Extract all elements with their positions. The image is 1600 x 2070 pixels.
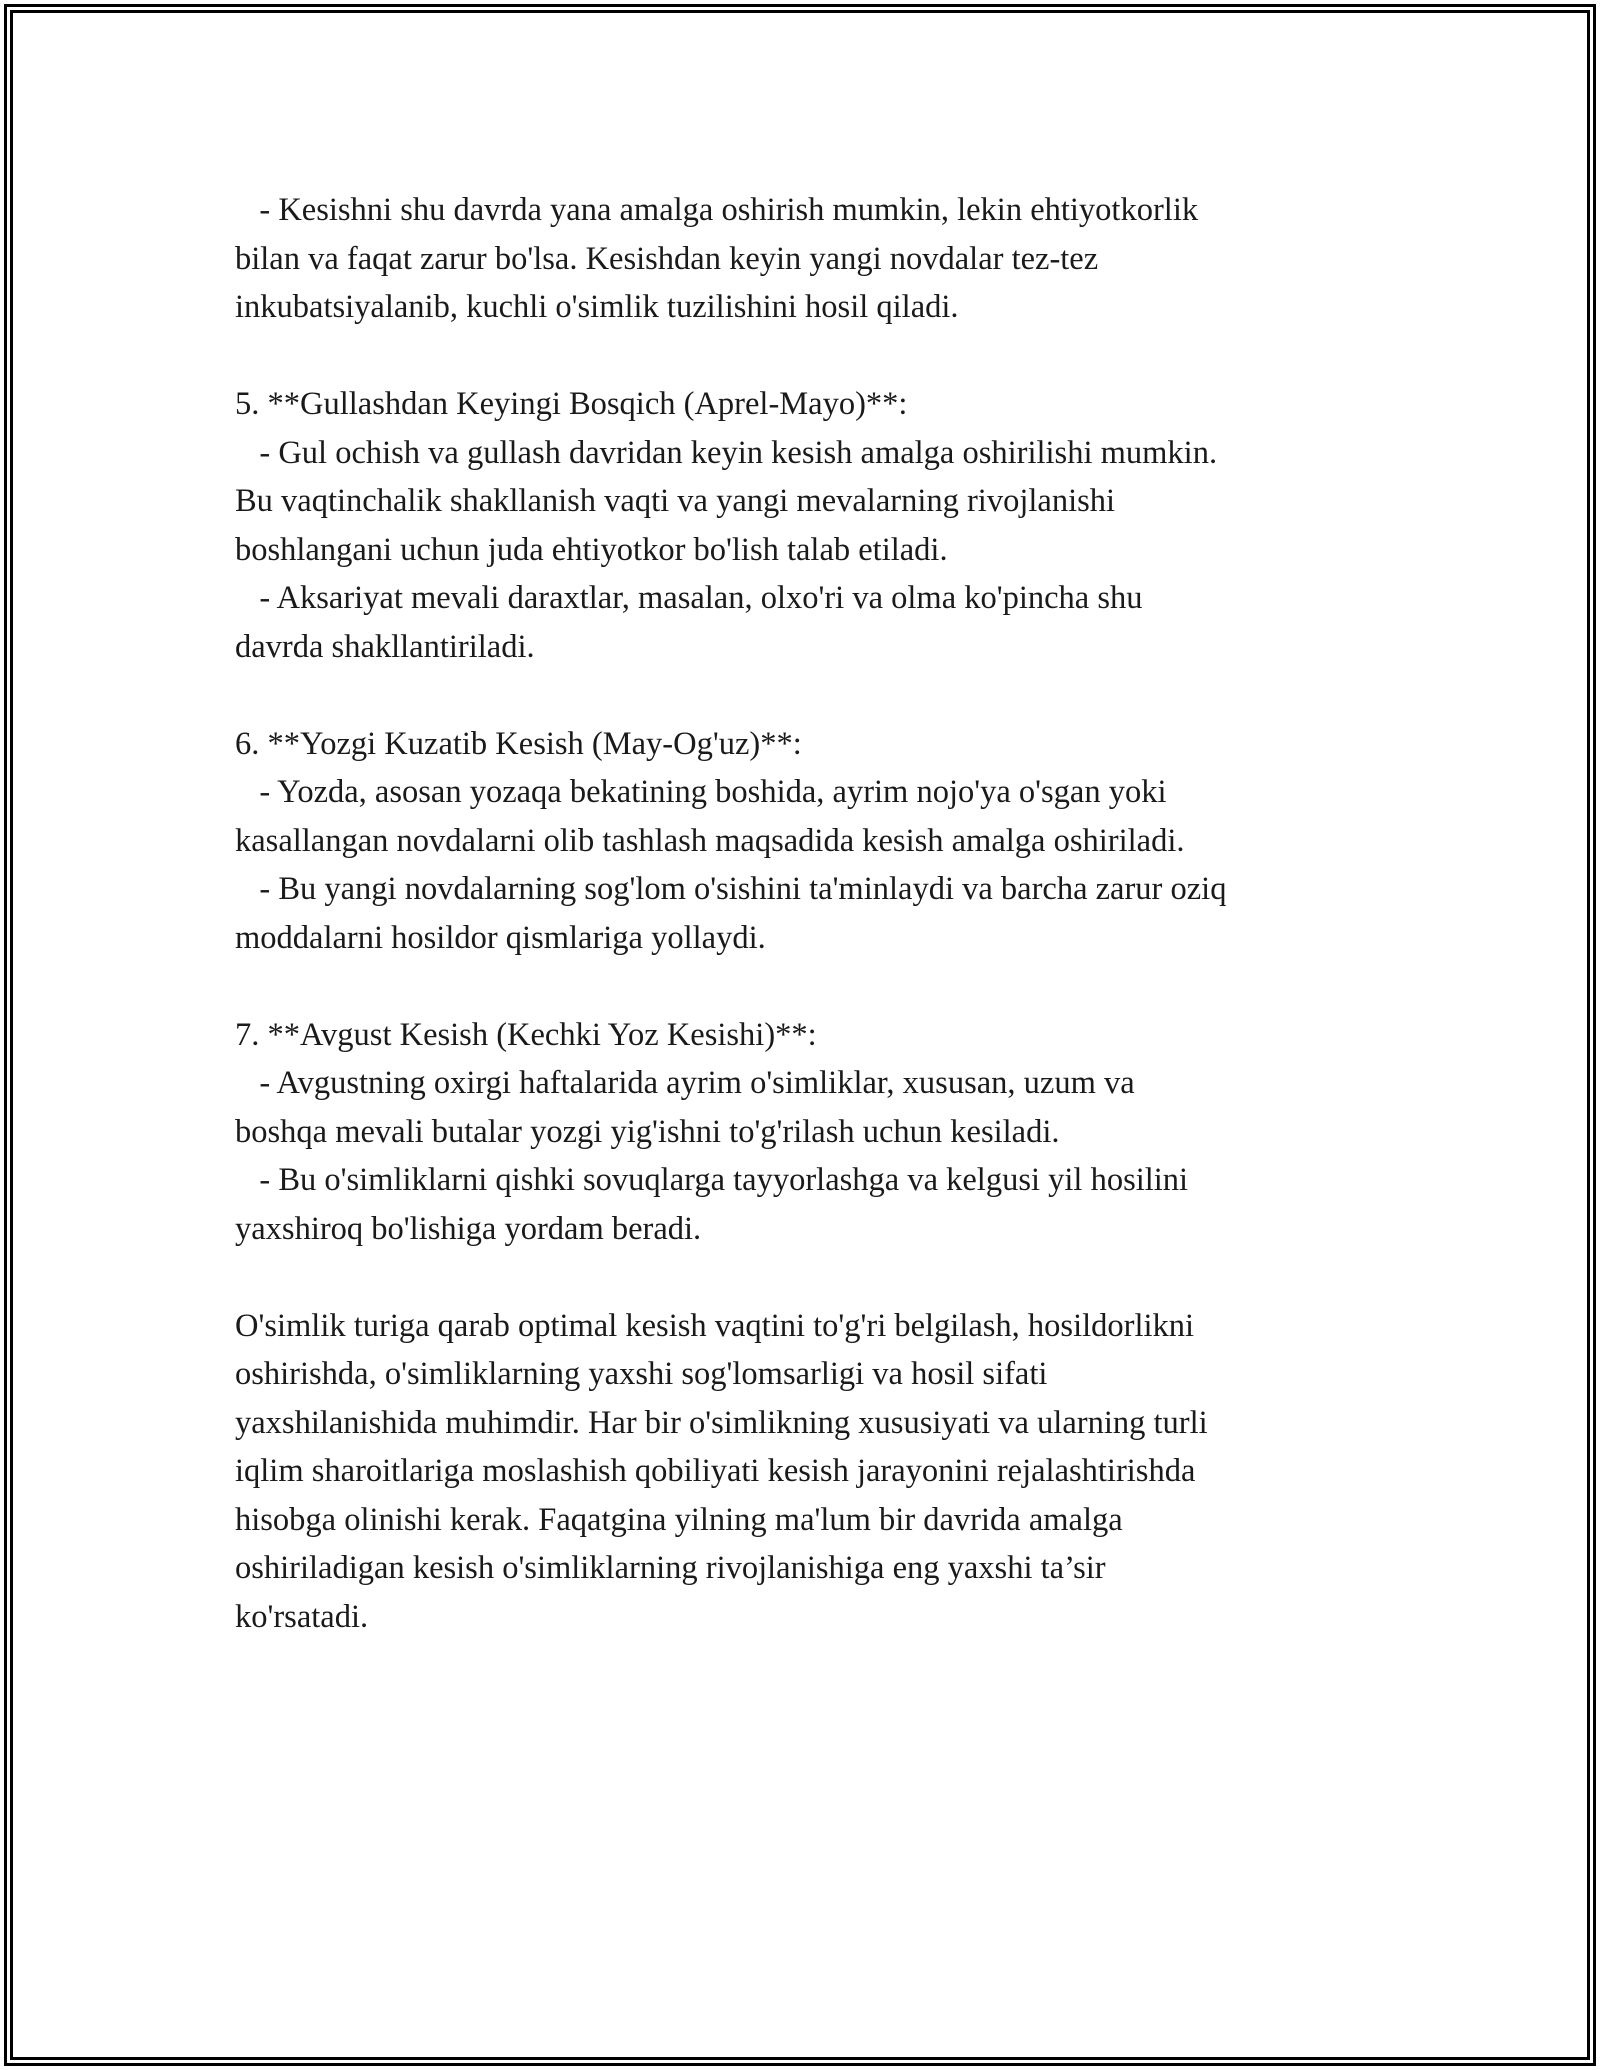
text-line: - Bu o'simliklarni qishki sovuqlarga tayyorlashga va kelgusi yil hosilini — [235, 1162, 1189, 1198]
paragraph-spacer — [235, 1253, 1375, 1302]
section-6-yozgi-kuzatib — [235, 720, 1375, 963]
text-line: hisobga olinishi kerak. Faqatgina yilning ma'lum bir davrida amalga — [235, 1501, 1123, 1538]
section-7-avgust-kesish — [235, 1011, 1375, 1254]
text-line: yaxshiroq bo'lishiga yordam beradi. — [235, 1210, 702, 1247]
section-heading: 5. **Gullashdan Keyingi Bosqich (Aprel-Mayo)**: — [235, 386, 908, 422]
section-5-gullashdan-keyingi — [235, 380, 1375, 671]
text-line: davrda shakllantiriladi. — [235, 628, 535, 665]
text-line: Bu vaqtinchalik shakllanish vaqti va yangi mevalarning rivojlanishi — [235, 483, 1116, 519]
text-line: O'simlik turiga qarab optimal kesish vaqtini to'g'ri belgilash, hosildorlikni — [235, 1307, 1195, 1344]
text-line: boshqa mevali butalar yozgi yig'ishni to'g'rilash uchun kesiladi. — [235, 1113, 1060, 1150]
section-heading: 7. **Avgust Kesish (Kechki Yoz Kesishi)**: — [235, 1016, 817, 1053]
text-line: moddalarni hosildor qismlariga yollaydi. — [235, 919, 766, 956]
text-line: - Aksariyat mevali daraxtlar, masalan, olxo'ri va olma ko'pincha shu — [235, 580, 1143, 616]
text-line: oshiriladigan kesish o'simliklarning rivojlanishiga eng yaxshi ta’sir — [235, 1550, 1106, 1586]
text-line: - Yozda, asosan yozaqa bekatining boshida, ayrim nojo'ya o'sgan yoki — [235, 774, 1167, 810]
text-line: ko'rsatadi. — [235, 1598, 369, 1635]
text-line: - Bu yangi novdalarning sog'lom o'sishini ta'minlaydi va barcha zarur oziq — [235, 871, 1227, 907]
paragraph-spacer — [235, 671, 1375, 720]
text-line: - Gul ochish va gullash davridan keyin kesish amalga oshirilishi mumkin. — [235, 434, 1218, 471]
text-line: oshirishda, o'simliklarning yaxshi sog'lomsarligi va hosil sifati — [235, 1356, 1048, 1392]
paragraph-spacer — [235, 962, 1375, 1011]
paragraph-kesish-continuation — [235, 186, 1375, 332]
text-line: - Kesishni shu davrda yana amalga oshirish mumkin, lekin ehtiyotkorlik — [235, 192, 1199, 228]
text-line: bilan va faqat zarur bo'lsa. Kesishdan keyin yangi novdalar tez-tez — [235, 240, 1099, 277]
paragraph-conclusion — [235, 1302, 1375, 1642]
text-line: yaxshilanishida muhimdir. Har bir o'simlikning xususiyati va ularning turli — [235, 1404, 1208, 1441]
text-line: - Avgustning oxirgi haftalarida ayrim o'simliklar, xususan, uzum va — [235, 1065, 1135, 1101]
document-body — [235, 186, 1375, 1641]
text-line: kasallangan novdalarni olib tashlash maqsadida kesish amalga oshiriladi. — [235, 822, 1185, 859]
text-line: inkubatsiyalanib, kuchli o'simlik tuzilishini hosil qiladi. — [235, 289, 959, 325]
paragraph-spacer — [235, 332, 1375, 381]
text-line: boshlangani uchun juda ehtiyotkor bo'lish talab etiladi. — [235, 531, 948, 568]
text-line: iqlim sharoitlariga moslashish qobiliyati kesish jarayonini rejalashtirishda — [235, 1453, 1196, 1489]
section-heading: 6. **Yozgi Kuzatib Kesish (May-Og'uz)**: — [235, 725, 802, 762]
